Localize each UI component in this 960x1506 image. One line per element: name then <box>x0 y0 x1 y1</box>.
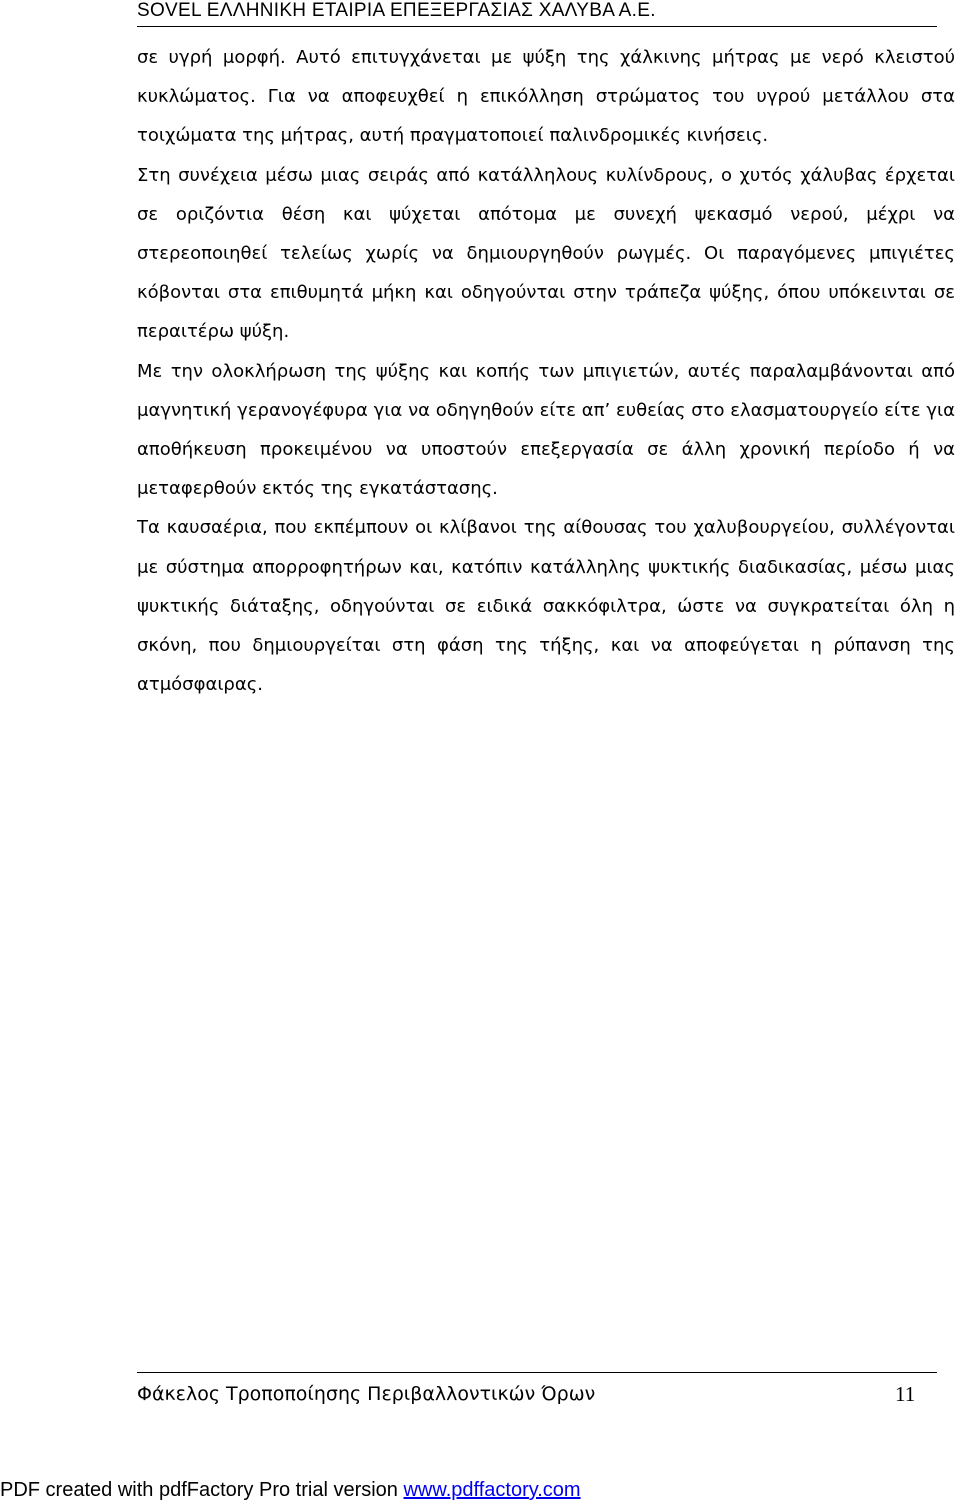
document-body <box>137 38 955 704</box>
pdf-notice-text: PDF created with pdfFactory Pro trial version <box>0 1479 404 1501</box>
pdf-creator-notice <box>0 1477 581 1503</box>
paragraph-cooling-rollers: Στη συνέχεια μέσω μιας σειράς από κατάλληλους κυλίνδρους, ο χυτός χάλυβας έρχεται σε οριζόντια θέση και ψύχεται απότομα με συνεχή ψεκασμό νερού, μέχρι να στερεοποιηθεί τελείως χωρίς να δημιουργηθούν ρωγμές. Οι παραγόμενες μπιγιέτες κόβονται στα επιθυμητά μήκη και οδηγούνται στην τράπεζα ψύξης, όπου υπόκεινται σε περαιτέρω ψύξη. <box>137 164 955 343</box>
paragraph-exhaust-gases: Τα καυσαέρια, που εκπέμπουν οι κλίβανοι της αίθουσας του χαλυβουργείου, συλλέγονται με σύστημα απορροφητήρων και, κατόπιν κατάλληλης ψυκτικής διαδικασίας, μέσω μιας ψυκτικής διάταξης, οδηγούνται σε ειδικά σακκόφιλτρα, ώστε να συγκρατείται όλη η σκόνη, που δημιουργείται στη φάση της τήξης, και να αποφεύγεται η ρύπανση της ατμόσφαιρας. <box>137 517 955 696</box>
pdffactory-link[interactable]: www.pdffactory.com <box>403 1479 581 1501</box>
page-number: 11 <box>895 1382 916 1406</box>
footer-divider <box>137 1372 937 1373</box>
paragraph-billet-handling: Με την ολοκλήρωση της ψύξης και κοπής των μπιγιετών, αυτές παραλαμβάνονται από μαγνητική γερανογέφυρα για να οδηγηθούν είτε απ’ ευθείας στο ελασματουργείο είτε για αποθήκευση προκειμένου να υποστούν επεξεργασία σε άλλη χρονική περίοδο ή να μεταφερθούν εκτός της εγκατάστασης. <box>137 360 955 500</box>
paragraph-continuation: σε υγρή μορφή. Αυτό επιτυγχάνεται με ψύξη της χάλκινης μήτρας με νερό κλειστού κυκλώματος. Για να αποφευχθεί η επικόλληση στρώματος του υγρού μετάλλου στα τοιχώματα της μήτρας, αυτή πραγματοποιεί παλινδρομικές κινήσεις. <box>137 47 955 147</box>
footer-title: Φάκελος Τροποποίησης Περιβαλλοντικών Όρων <box>137 1383 596 1405</box>
header-title: SOVEL ΕΛΛΗΝΙΚΗ ΕΤΑΙΡΙΑ ΕΠΕΞΕΡΓΑΣΙΑΣ ΧΑΛΥΒΑ Α.Ε. <box>137 0 656 21</box>
running-header <box>137 0 937 27</box>
